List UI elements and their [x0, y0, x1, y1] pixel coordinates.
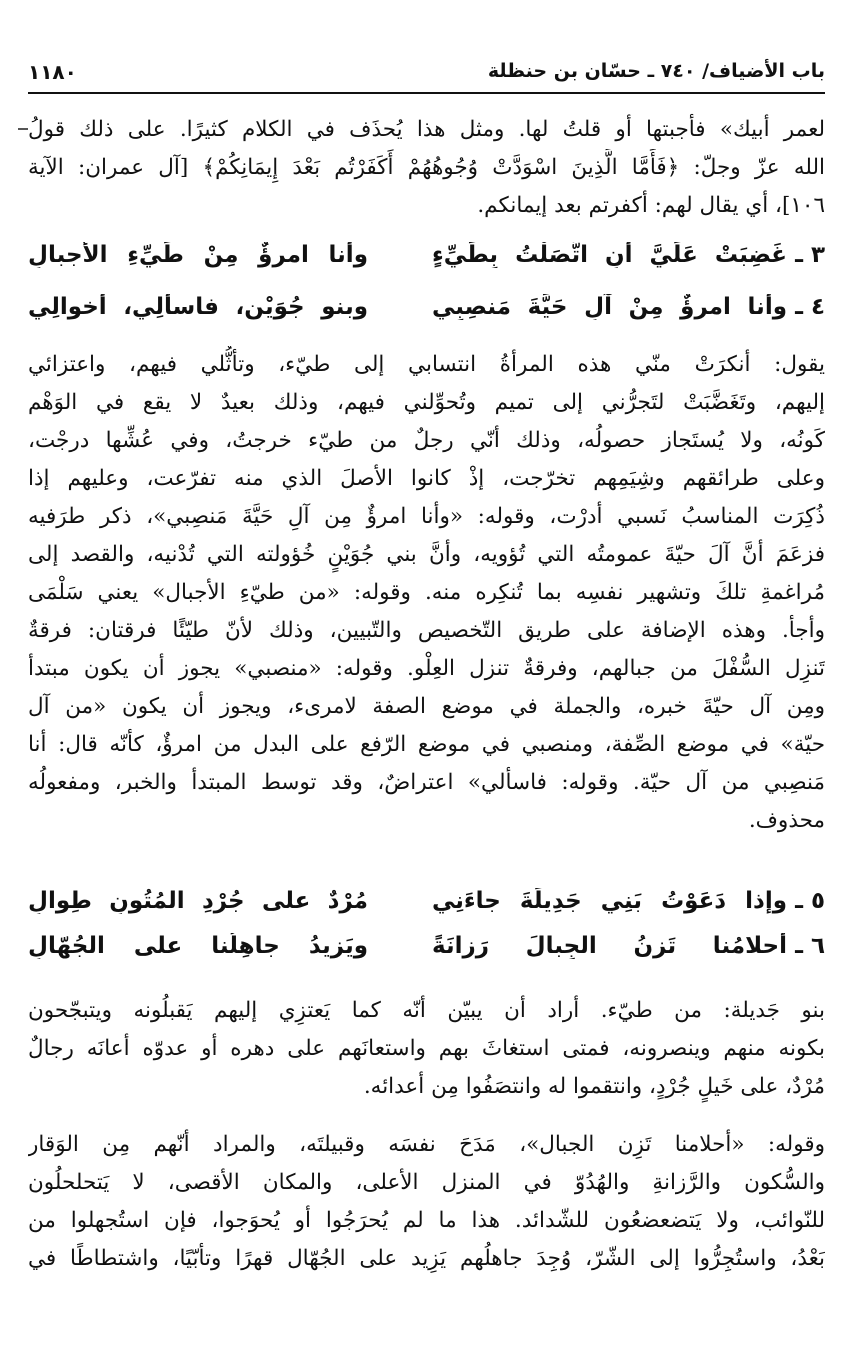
text-line: مُرْدٌ، على خَيلٍ جُرْدٍ، وانتقموا له وانتصَفُوا مِن أعدائه.	[363, 1074, 825, 1099]
text-line: مُراغمةِ تلكَ وتشهير نفسِه بما تُنكِره منه. وقوله: «من طيّءِ الأجبال» يعني سَلْمَى	[28, 580, 825, 605]
running-header	[28, 60, 825, 88]
text-line: ذُكِرَت المناسبُ نَسبي أدرْت، وقوله: «وأنا امرؤٌ مِن آلِ حَيَّةَ مَنصِبي»، ذكر طرَفيه	[28, 504, 825, 529]
text-line: تَنزِل السُّفْلَ من جبالهم، وفرقةٌ تنزل العِلْو. وقوله: «منصبي» يجوز أن يكون مبتدأ	[28, 656, 825, 681]
text-line: وأجأ. وهذه الإضافة على طريق التّخصيص والتّبيين، وذلك لأنّ طيّئًا فرقتان: فرقةٌ	[28, 618, 825, 643]
text-line: محذوف.	[748, 808, 825, 833]
text-line: والسُّكون والرَّزانةِ والهُدُوّ في المنزل الأعلى، والمكان الأقصى، لا يَتحلحلُون	[28, 1170, 825, 1195]
text-line: مَنصِبي من آل حيّة. وقوله: فاسألي» اعتراضٌ، وقد توسط المبتدأ والخبر، ومفعولُه	[28, 770, 825, 795]
verse-second-hemistich: وبنو جُوَيْنٍ، فاسألِي، أخوالِي	[28, 294, 368, 320]
text-line: لعمر أبيك» فأجبتها أو قلتُ لها. ومثل هذا يُحذَف في الكلام كثيرًا. على ذلك قولُ	[28, 117, 825, 142]
verse-first-hemistich: وإذا دَعَوْتُ بَنِي جَدِيلَةَ جاءَنِي	[432, 888, 787, 914]
verse-second-hemistich: مُرْدٌ على جُرْدِ المُتُونِ طِوالِ	[28, 888, 368, 914]
margin-mark	[18, 128, 28, 130]
verse-line	[28, 927, 825, 973]
verse-line	[28, 236, 825, 282]
text-line: فزعَمَ أنَّ آلَ حيّةَ عمومتُه التي تُؤويه، وأنَّ بني جُوَيْنٍ خُؤولته التي تُدْنيه، والقصد إلى	[28, 542, 825, 567]
text-line: بكونه منهم وينصرونه، فمتى استغاثَ بهم واستعانَهم على دهره أو عدوّه أعانَه رجالٌ	[28, 1036, 825, 1061]
text-line: ١٠٦]، أي يقال لهم: أكفرتم بعد إيمانكم.	[477, 193, 825, 218]
text-line: الله عزّ وجلّ: ﴿فَأَمَّا الَّذِينَ اسْوَدَّتْ وُجُوهُهُمْ أَكَفَرْتُم بَعْدَ إِيمَانِكُمْ﴾ [آل عمران: الآية	[28, 155, 825, 180]
verse-number: ٣ ـ	[795, 242, 825, 268]
verse-first-hemistich: وأنا امرؤٌ مِنْ آلِ حَيَّةَ مَنصِبِي	[432, 294, 787, 320]
text-line: وعلى طرائقهم وشِيَمِهم تخرّجت، إذْ كانوا الأصلَ الذي منه تفرّعت، وعليهم إذا	[28, 466, 825, 491]
verse-number: ٦ ـ	[795, 933, 825, 959]
page-number: ١١٨٠	[28, 60, 77, 84]
verse-first-hemistich: أحلامُنا تَزِنُ الجِبالَ رَزانَةً	[432, 933, 787, 959]
text-line: يقول: أنكرَتْ منّي هذه المرأةُ انتسابي إلى طيّء، وتأثُّلي فيهم، واعتزائي	[28, 352, 825, 377]
commentary-paragraph	[28, 346, 825, 840]
intro-paragraph	[28, 111, 825, 225]
verse-line	[28, 288, 825, 334]
verse-first-hemistich: غَضِبَتْ عَلَيَّ أنِ اتَّصَلْتُ بِطَيِّءٍ	[432, 242, 787, 268]
chapter-title: باب الأضياف/ ٧٤٠ ـ حسّان بن حنظلة	[487, 60, 825, 82]
verse-second-hemistich: وأنا امرؤٌ مِنْ طَيِّءِ الأجبالِ	[28, 242, 368, 268]
header-rule	[28, 92, 825, 94]
text-line: وقوله: «أحلامنا تَزِن الجبال»، مَدَحَ نفسَه وقبيلتَه، والمراد أنّهم مِن الوَقار	[28, 1132, 825, 1157]
verse-number: ٤ ـ	[795, 294, 825, 320]
verse-line	[28, 882, 825, 928]
text-line: ومِن آل حيّةَ خبره، والجملة في موضع الصفة لامرىء، ويجوز أن يكون «من آل	[28, 694, 825, 719]
text-line: بَعْدُ، واستُجِرُّوا إلى الشّرّ، وُجِدَ جاهلُهم يَزِيد على الجُهّال قهرًا وتأبّيًا، واشتطاطًا في	[28, 1246, 825, 1271]
explanation-paragraph	[28, 1126, 825, 1278]
explanation-paragraph	[28, 992, 825, 1106]
text-line: للنّوائب، ولا يَتضعضعُون للشّدائد. هذا ما لم يُحرَجُوا أو يُحوَجوا، فإن استُجهلوا من	[28, 1208, 825, 1233]
verse-number: ٥ ـ	[795, 888, 825, 914]
text-line: كَونُه، ولا يُستَجاز حصولُه، وذلك أنّي رجلٌ من طيّء خرجتُ، وفي عُشِّها درجْت،	[28, 428, 825, 453]
text-line: بنو جَديلة: من طيّء. أراد أن يبيّن أنّه كما يَعتزِي إليهم يَقبلُونه ويتبجّحون	[28, 998, 825, 1023]
text-line: إليهم، وتَغَضَّبَتْ لتَجرُّني إلى تميم وتُحوِّلني فيهم، وذلك بعيدٌ لا يقع في الوَهْم	[28, 390, 825, 415]
verse-second-hemistich: ويَزِيدُ جاهِلُنا على الجُهّالِ	[28, 933, 368, 959]
text-line: حيّة» في موضع الصِّفة، ومنصبي في موضع الرّفع على البدل من امرؤٌ، كأنّه قال: أنا	[28, 732, 825, 757]
